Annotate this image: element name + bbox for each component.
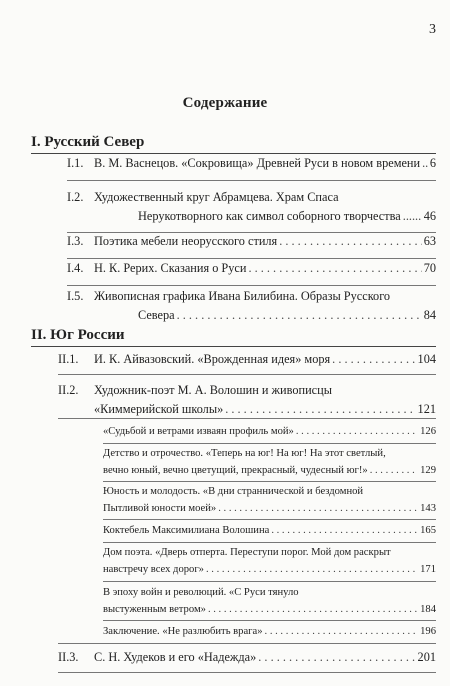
entry-number: II.2. (58, 383, 79, 397)
divider (58, 672, 436, 673)
entry-title: Живописная графика Ивана Билибина. Образы Русского (94, 289, 391, 303)
leader-dots (177, 306, 422, 325)
entry-number: II.1. (58, 352, 79, 366)
subentry-title-continued: вечно юный, вечно цветущий, прекрасный, чудесный юг!» (103, 464, 368, 476)
subentry-title: Дом поэта. «Дверь отперта. Переступи порог. Мой дом раскрыт (103, 547, 391, 558)
entry-title: Поэтика мебели неорусского стиля (94, 234, 278, 248)
part-heading-south-russia: II. Юг России (31, 327, 436, 347)
leader-dots (296, 424, 418, 441)
entry-title: В. М. Васнецов. «Сокровища» Древней Руси в новом времени (94, 156, 421, 170)
leader-dots (258, 648, 415, 667)
entry-number: I.5. (67, 289, 84, 303)
leader-dots (208, 602, 418, 619)
entry-title-continued: Севера (138, 308, 175, 322)
leader-dots (248, 259, 421, 278)
divider (103, 481, 436, 482)
entry-page: 63 (423, 234, 436, 248)
part-heading-russian-north: I. Русский Север (31, 134, 436, 154)
leader-dots (370, 463, 418, 480)
leader-dots (403, 207, 422, 226)
subentry-page: 165 (420, 525, 436, 536)
toc-subentry (103, 585, 436, 618)
subentry-title: Детство и отрочество. «Теперь на юг! На юг! На этот светлый, (103, 448, 386, 459)
leader-dots (332, 350, 415, 369)
entry-title: Художник-поэт М. А. Волошин и живописцы (94, 383, 332, 397)
entry-number: II.3. (58, 650, 79, 664)
leader-dots (225, 400, 415, 419)
leader-dots (422, 154, 428, 173)
leader-dots (206, 562, 418, 579)
divider (103, 542, 436, 543)
divider (58, 643, 436, 644)
page-number: 3 (429, 22, 436, 37)
entry-page: 121 (417, 402, 436, 416)
toc-subentry (103, 624, 436, 641)
toc-subentry (103, 545, 436, 578)
entry-number: I.3. (67, 234, 84, 248)
entry-number: I.2. (67, 190, 84, 204)
subentry-page: 143 (420, 502, 436, 514)
subentry-page: 184 (420, 603, 436, 615)
entry-page: 70 (423, 261, 436, 275)
subentry-title-continued: Пытливой юности моей» (103, 502, 217, 514)
toc-subentry (103, 424, 436, 441)
toc-subentry (103, 446, 436, 479)
subentry-title-continued: выстуженным ветром» (103, 603, 206, 615)
entry-page: 201 (417, 650, 436, 664)
divider (103, 581, 436, 582)
leader-dots (271, 523, 418, 540)
subentry-page: 126 (420, 426, 436, 437)
divider (67, 180, 436, 181)
toc-subentry (103, 523, 436, 540)
entry-page: 46 (423, 209, 436, 223)
entry-title: И. К. Айвазовский. «Врожденная идея» моря (94, 352, 331, 366)
entry-number: I.1. (67, 156, 84, 170)
entry-number: I.4. (67, 261, 84, 275)
entry-title: С. Н. Худеков и его «Надежда» (94, 650, 257, 664)
divider (58, 418, 436, 419)
divider (67, 285, 436, 286)
leader-dots (279, 232, 421, 251)
leader-dots (218, 501, 418, 518)
entry-title-continued: Нерукотворного как символ соборного творчества (138, 209, 401, 223)
divider (103, 620, 436, 621)
entry-title-continued: «Киммерийской школы» (94, 402, 224, 416)
leader-dots (265, 624, 419, 641)
subentry-title: Юность и молодость. «В дни страннической и бездомной (103, 486, 364, 497)
toc-subentry (103, 484, 436, 517)
entry-page: 84 (423, 308, 436, 322)
subentry-page: 196 (420, 626, 436, 637)
page-title: Содержание (182, 95, 268, 111)
subentry-title: Коктебель Максимилиана Волошина (103, 525, 270, 536)
divider (103, 443, 436, 444)
entry-page: 6 (429, 156, 436, 170)
entry-title: Н. К. Рерих. Сказания о Руси (94, 261, 247, 275)
divider (103, 519, 436, 520)
subentry-page: 129 (420, 464, 436, 476)
subentry-title: В эпоху войн и революций. «С Руси тянуло (103, 587, 299, 598)
subentry-title-continued: навстречу всех дорог» (103, 563, 204, 575)
subentry-title: Заключение. «Не разлюбить врага» (103, 626, 263, 637)
subentry-page: 171 (420, 563, 436, 575)
subentry-title: «Судьбой и ветрами изваян профиль мой» (103, 426, 294, 437)
entry-title: Художественный круг Абрамцева. Храм Спаса (94, 190, 339, 204)
entry-page: 104 (417, 352, 436, 366)
divider (58, 374, 436, 375)
